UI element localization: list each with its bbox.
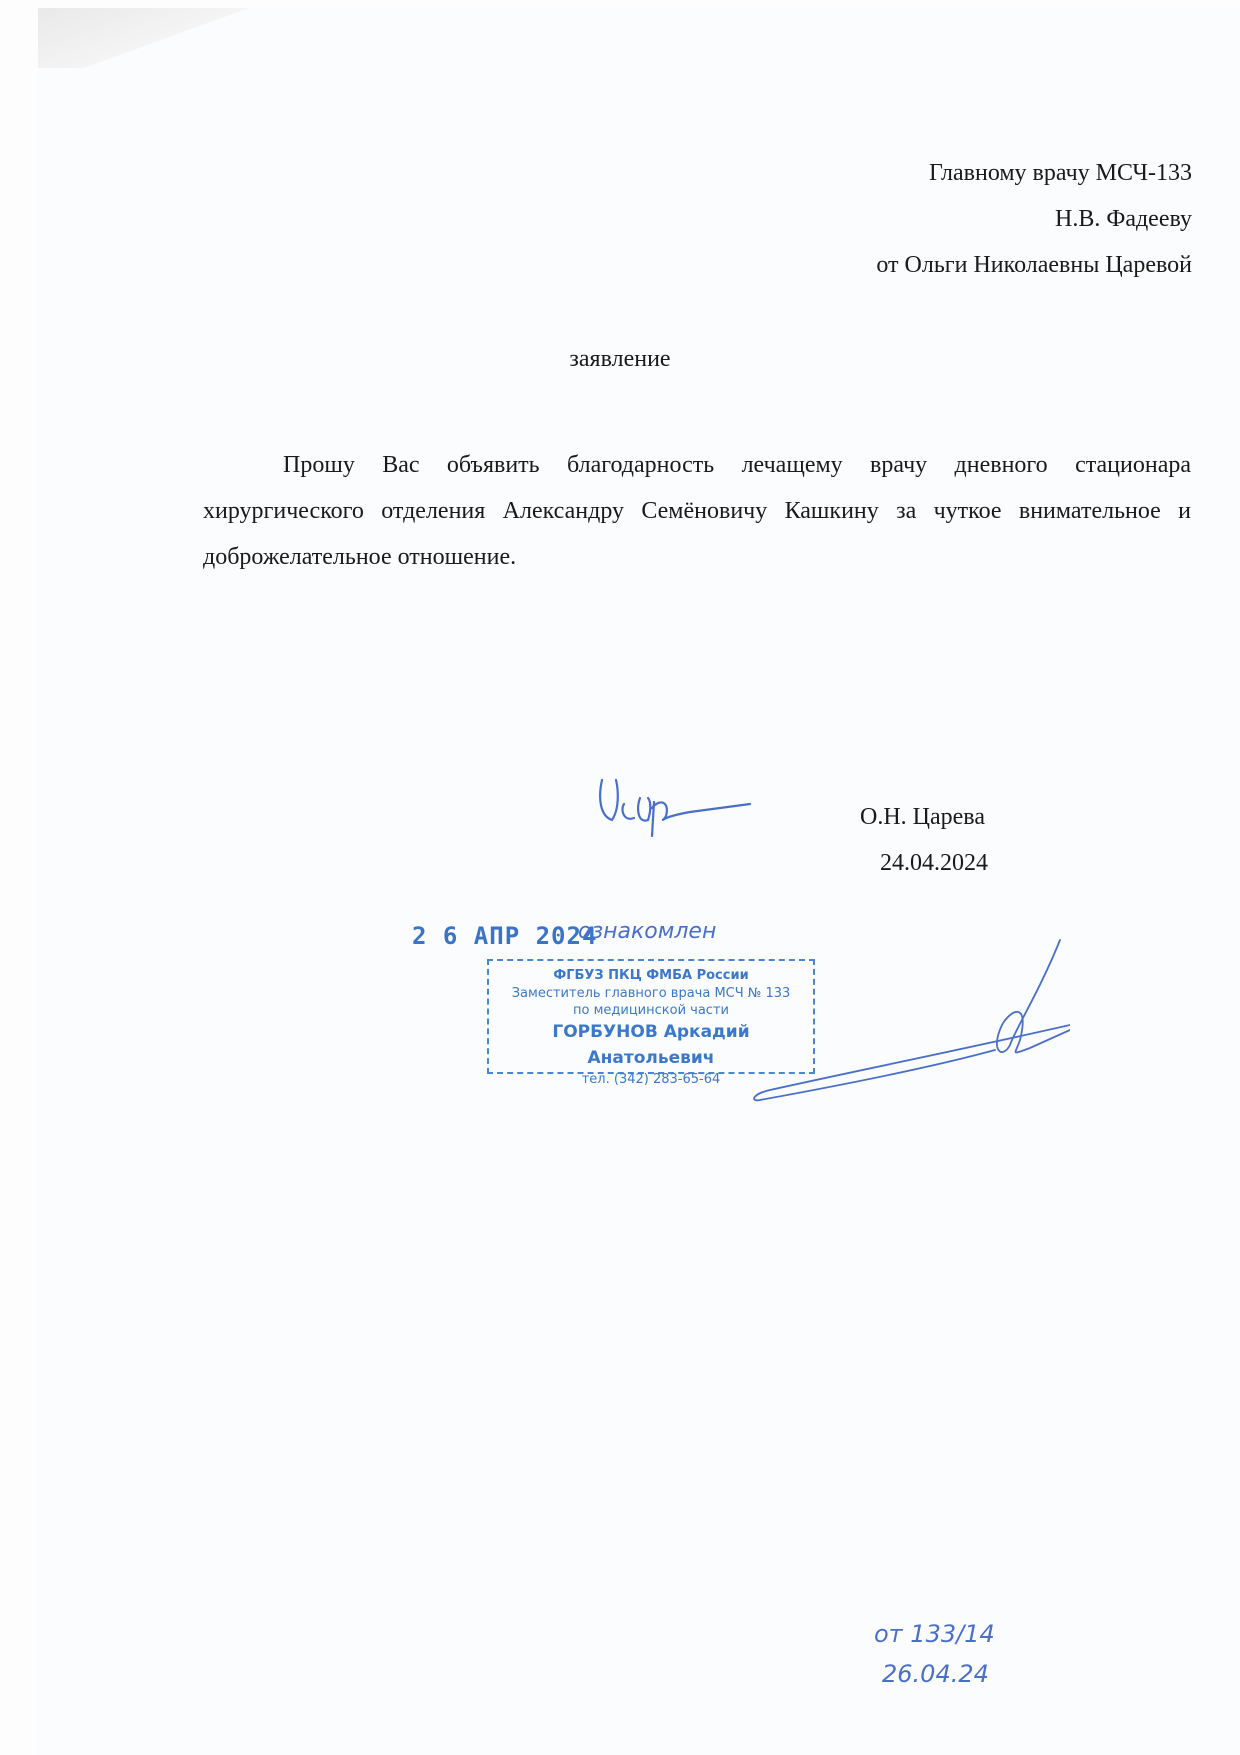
registration-date: 26.04.24 (882, 1660, 989, 1688)
stamp-organization: ФГБУЗ ПКЦ ФМБА России (553, 968, 749, 983)
signature-date: 24.04.2024 (880, 850, 988, 876)
stamp-phone: тел. (342) 283-65-64 (581, 1072, 721, 1087)
addressee-line-2: Н.В. Фадееву (1055, 206, 1192, 232)
addressee-line-3: от Ольги Николаевны Царевой (876, 252, 1192, 278)
stamp-person-name: ГОРБУНОВ Аркадий Анатольевич (552, 1022, 750, 1068)
signature-block (860, 794, 988, 886)
document-title: заявление (569, 346, 671, 372)
stamp-position-line-1: Заместитель главного врача МСЧ № 133 (511, 986, 791, 1001)
acknowledged-handwriting (572, 910, 752, 950)
deputy-signature (740, 930, 1070, 1105)
acknowledged-note-text: ознакомлен (578, 919, 717, 944)
registration-number: от 133/14 (874, 1620, 995, 1648)
folded-corner (38, 8, 253, 68)
addressee-line-1: Главному врачу МСЧ-133 (928, 160, 1192, 186)
stamp-position-line-2: по медицинской части (573, 1003, 729, 1018)
document-body: Прошу Вас объявить благодарность лечащему врачу дневного стационара хирургического отделения Александру Семёновичу Кашкину за чуткое внимательное и доброжелательное отношение. (203, 452, 1191, 570)
signer-name: О.Н. Царева (860, 804, 985, 830)
registration-note (862, 1610, 1012, 1700)
receipt-date-stamp: 2 6 АПР 2024 (412, 922, 598, 950)
applicant-signature (590, 768, 760, 838)
addressee-block (876, 150, 1192, 288)
